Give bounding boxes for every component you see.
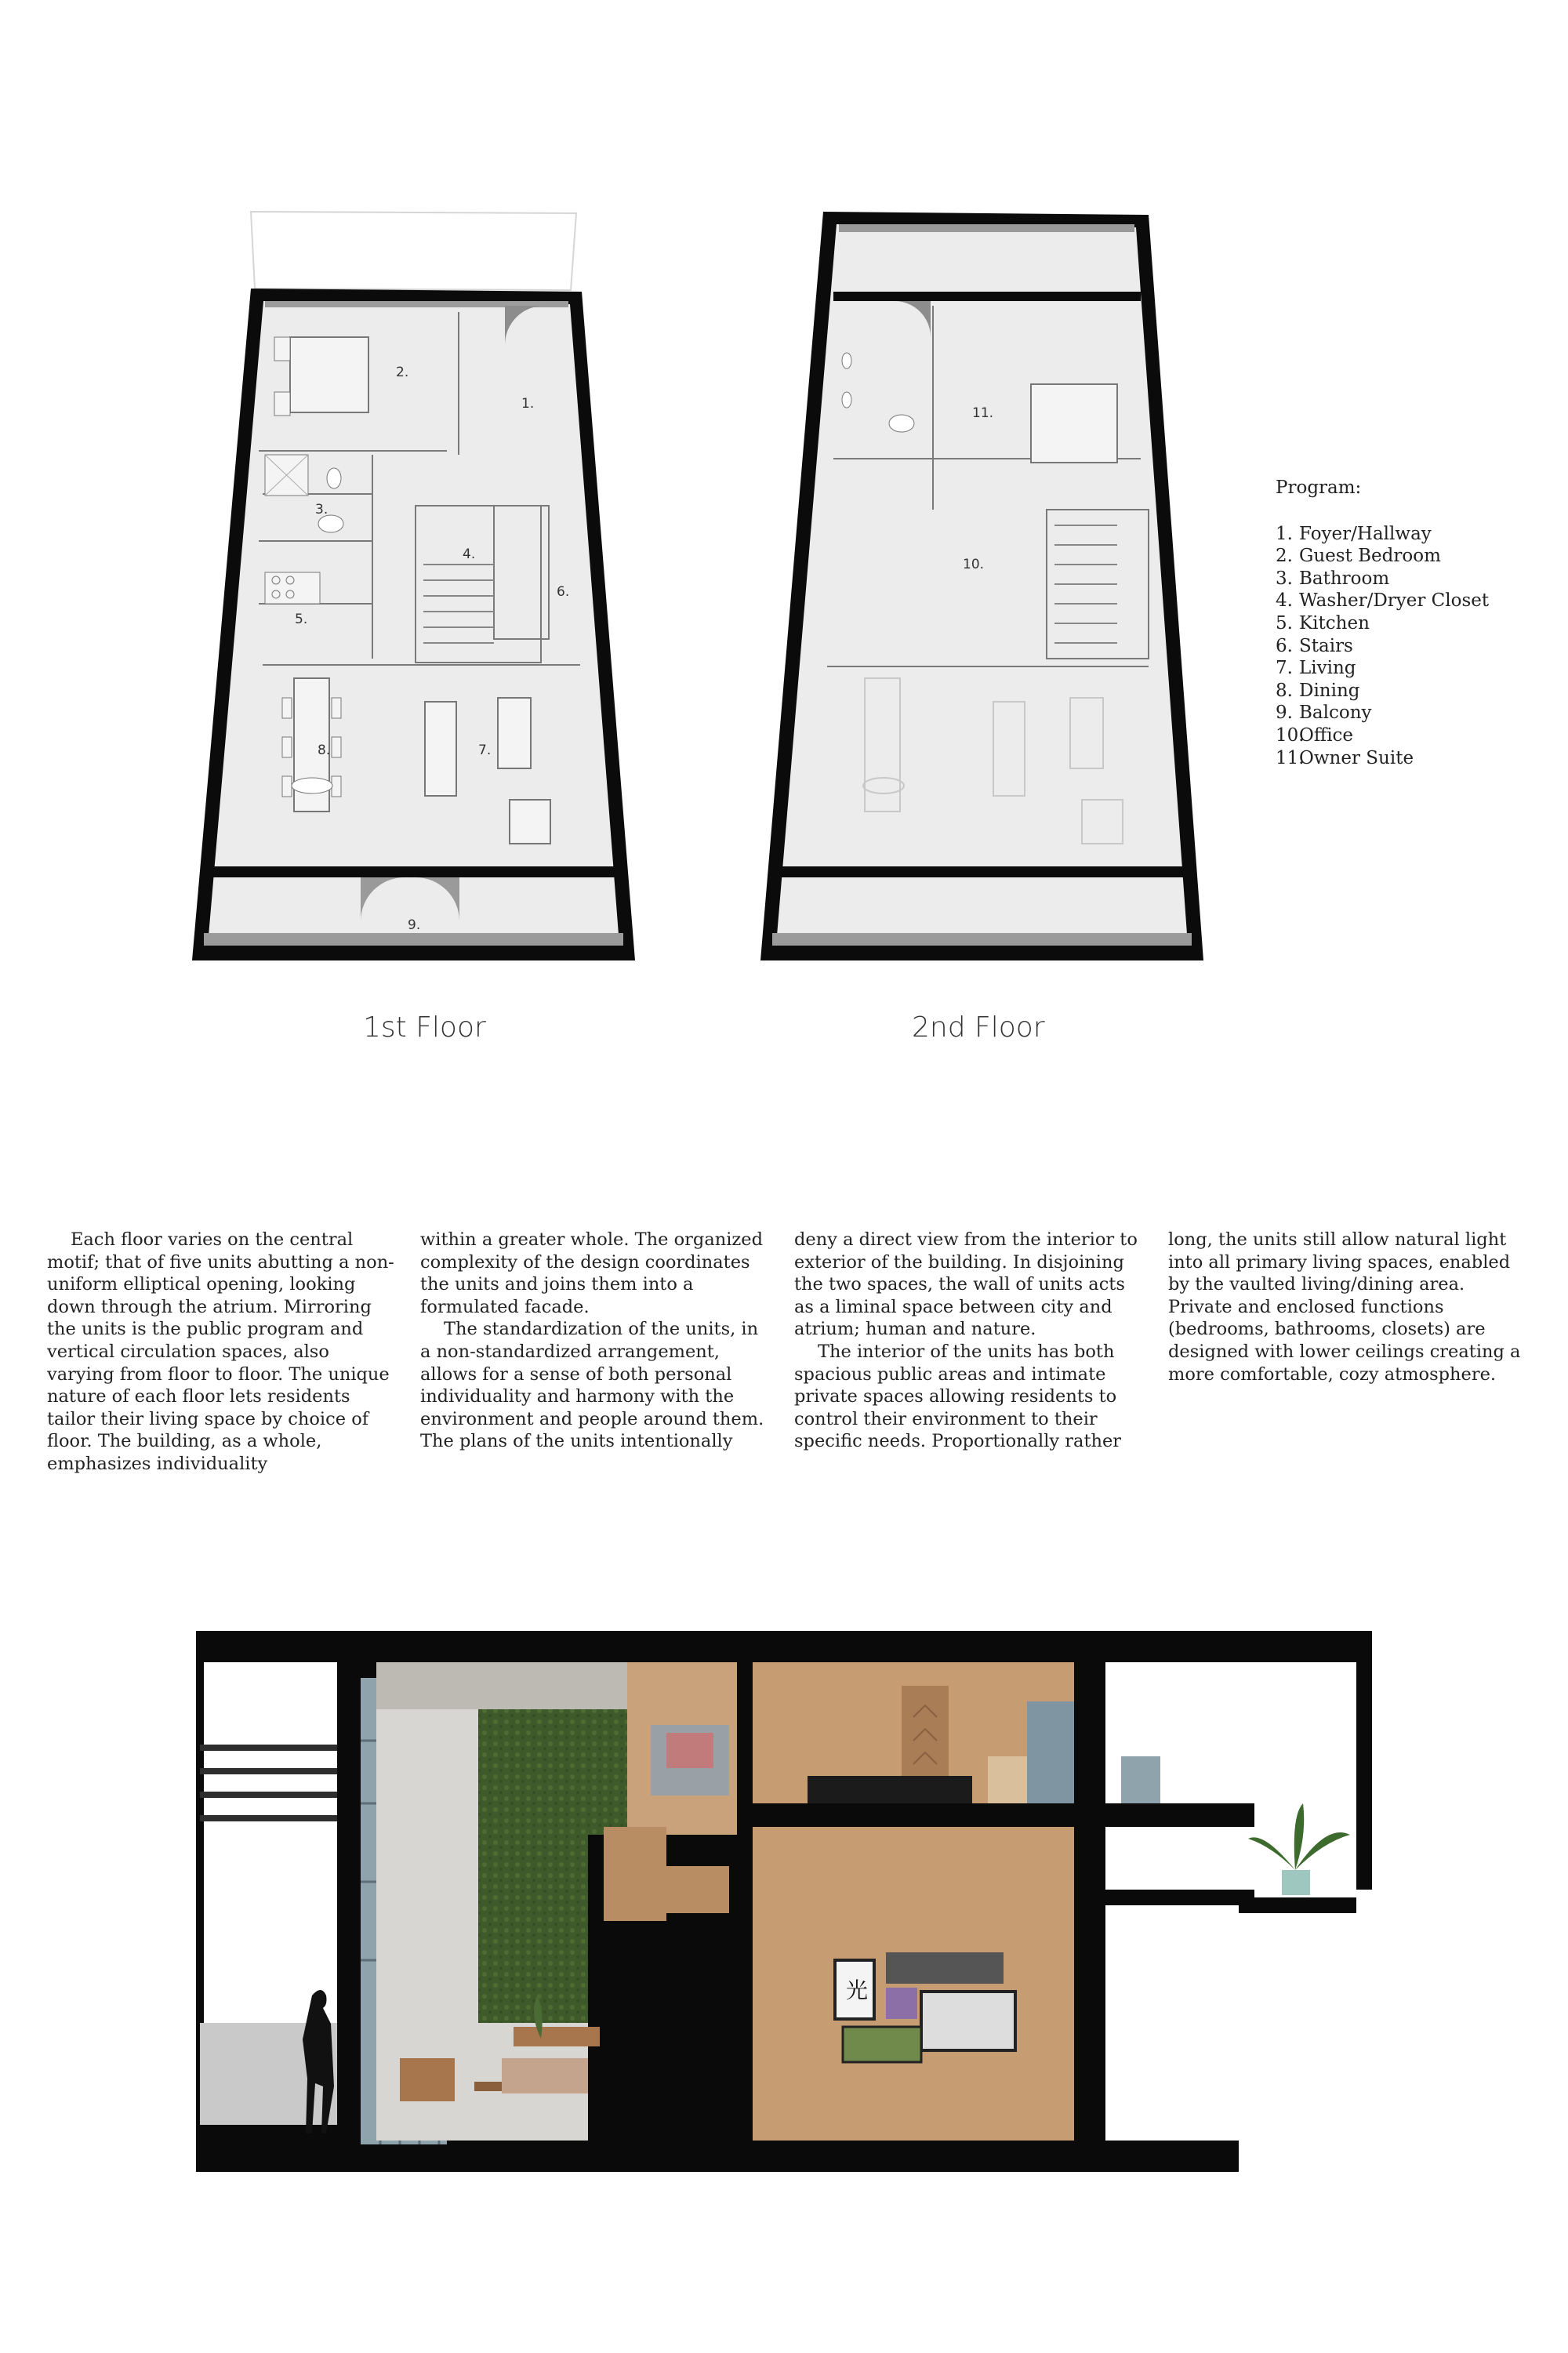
- room-label-5: 5.: [295, 612, 308, 627]
- second-floor-title: 2nd Floor: [912, 1011, 1045, 1044]
- program-item: 3. Bathroom: [1276, 568, 1390, 589]
- room-label-6: 6.: [557, 584, 570, 600]
- calligraphy-text: 光: [846, 1977, 869, 2003]
- first-floor-title: 1st Floor: [363, 1011, 486, 1044]
- room-label-8: 8.: [318, 743, 331, 758]
- paragraph: deny a direct view from the interior to exterior of the building. In disjoining the two spaces, the wall of units acts as a liminal space between city and atrium; human and nature.: [794, 1229, 1138, 1340]
- description-column-3: [794, 1229, 1147, 1453]
- room-label-1: 1.: [521, 396, 535, 412]
- program-item: 6. Stairs: [1276, 635, 1353, 656]
- program-item: 7. Living: [1276, 658, 1356, 679]
- description-column-2: [420, 1229, 773, 1453]
- program-item: 11.Owner Suite: [1276, 747, 1414, 768]
- first-floor-plan: [180, 196, 651, 980]
- program-item: 4. Washer/Dryer Closet: [1276, 590, 1490, 612]
- program-item: 5. Kitchen: [1276, 612, 1370, 634]
- program-legend: [1276, 477, 1558, 769]
- room-label-11: 11.: [972, 405, 994, 421]
- paragraph: Each floor varies on the central motif; that of five units abutting a non-uniform elliptical opening, looking down through the atrium. Mirroring the units is the public program and vertical circulation spaces, also varying from floor to floor. The unique nature of each floor lets residents tailor their living space by choice of floor. The building, as a whole, emphasizes individuality: [47, 1229, 394, 1474]
- paragraph: The standardization of the units, in a non-standardized arrangement, allows for a sense of both personal individuality and harmony with the environment and people around them. The plans of the units intentionally: [420, 1319, 764, 1452]
- room-label-4: 4.: [463, 546, 476, 562]
- second-floor-plan: [749, 196, 1235, 980]
- paragraph: within a greater whole. The organized complexity of the design coordinates the units and joins them into a formulated facade.: [420, 1229, 764, 1317]
- program-item: 2. Guest Bedroom: [1276, 546, 1441, 567]
- program-item: 10.Office: [1276, 724, 1354, 746]
- program-item: 9. Balcony: [1276, 703, 1372, 724]
- description-column-1: [47, 1229, 400, 1476]
- room-label-10: 10.: [963, 557, 985, 572]
- program-item: 1. Foyer/Hallway: [1276, 523, 1432, 544]
- paragraph: The interior of the units has both spacious public areas and intimate private spaces allowing residents to control their environment to their specific needs. Proportionally rather: [794, 1341, 1122, 1452]
- paragraph: long, the units still allow natural light into all primary living spaces, enabled by the vaulted living/dining area. Private and enclosed functions (bedrooms, bathrooms, closets) are designed with lower ceilings creating a more comfortable, cozy atmosphere.: [1168, 1229, 1521, 1385]
- room-label-9: 9.: [408, 917, 421, 933]
- room-label-7: 7.: [478, 743, 492, 758]
- program-item: 8. Dining: [1276, 680, 1360, 701]
- program-title: Program:: [1276, 477, 1362, 498]
- section-render: [196, 1631, 1380, 2172]
- description-column-4: [1168, 1229, 1521, 1385]
- room-label-3: 3.: [315, 502, 328, 517]
- room-label-2: 2.: [396, 365, 409, 380]
